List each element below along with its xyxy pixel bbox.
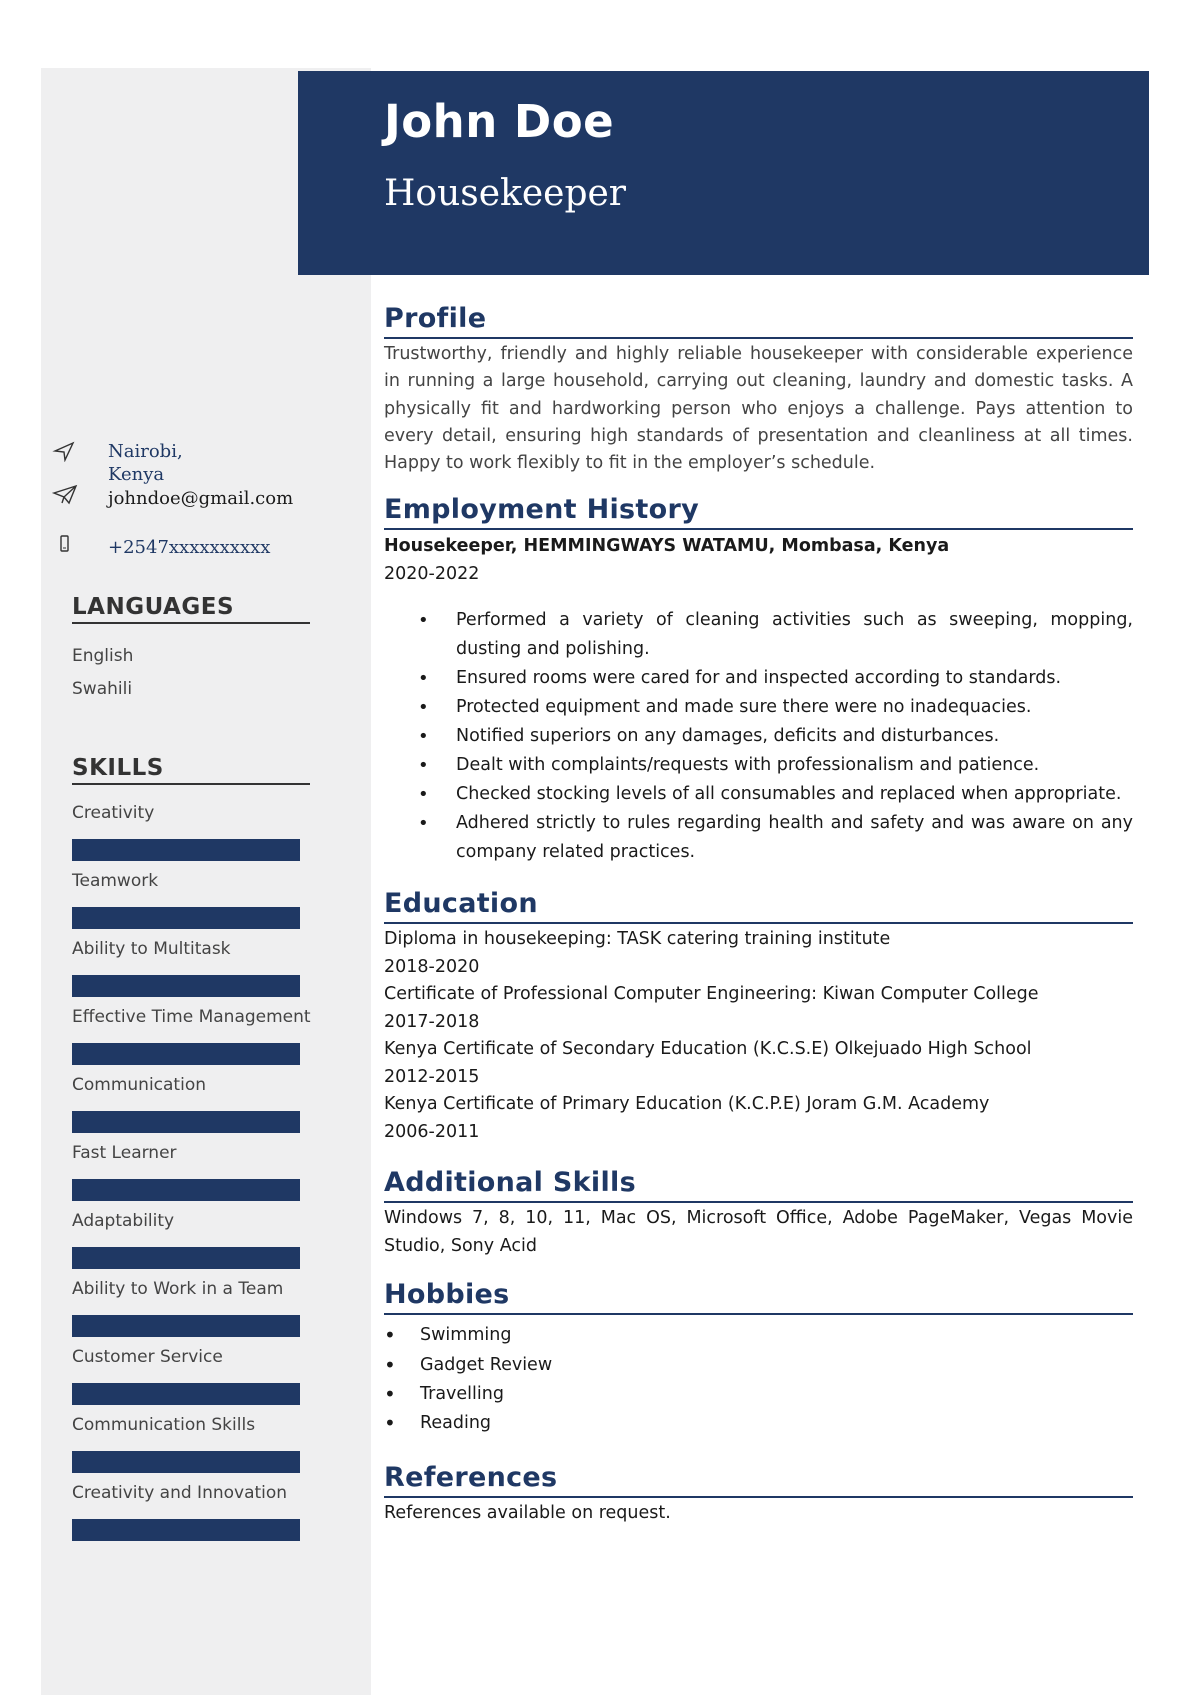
education-entry-dates: 2012-2015	[384, 1066, 480, 1087]
skill-item	[72, 871, 308, 939]
education-entry-title: Certificate of Professional Computer Engineering: Kiwan Computer College	[384, 984, 1039, 1005]
skill-item	[72, 1075, 308, 1143]
list-item: • Notified superiors on any damages, deficits and disturbances.	[456, 722, 1133, 751]
skill-bar	[72, 839, 300, 861]
hobbies-list	[384, 1321, 1133, 1438]
education-entry-title: Kenya Certificate of Secondary Education (K.C.S.E) Olkejuado High School	[384, 1039, 1032, 1060]
skill-bar	[72, 1383, 300, 1405]
references-heading: References	[384, 1461, 1133, 1498]
list-item: • Protected equipment and made sure there were no inadequacies.	[456, 693, 1133, 722]
employment-job-title: Housekeeper, HEMMINGWAYS WATAMU, Mombasa, Kenya	[384, 536, 950, 557]
language-item: English	[72, 646, 134, 666]
skill-item	[72, 1211, 308, 1279]
skill-bar-fill	[72, 975, 300, 997]
location-line-1: Nairobi,	[108, 441, 183, 462]
skill-item	[72, 1279, 308, 1347]
skill-label: Teamwork	[72, 871, 159, 891]
additional-skills-text: Windows 7, 8, 10, 11, Mac OS, Microsoft Office, Adobe PageMaker, Vegas Movie Studio, Sony Acid	[384, 1208, 1133, 1256]
language-item: Swahili	[72, 679, 133, 699]
skill-bar-fill	[72, 1383, 300, 1405]
duties-list	[384, 606, 1133, 867]
languages-heading: LANGUAGES	[72, 594, 310, 624]
list-item: • Performed a variety of cleaning activities such as sweeping, mopping, dusting and polishing.	[456, 606, 1133, 664]
profile-heading: Profile	[384, 302, 1133, 339]
list-item: • Adhered strictly to rules regarding health and safety and was aware on any company related practices.	[456, 809, 1133, 867]
skill-item	[72, 803, 308, 871]
skill-item	[72, 939, 308, 1007]
skill-bar-fill	[72, 1043, 300, 1065]
skill-item	[72, 1415, 308, 1483]
phone-icon	[52, 534, 76, 556]
employment-dates: 2020-2022	[384, 564, 480, 585]
location-icon	[52, 440, 76, 462]
skill-bar-fill	[72, 1111, 300, 1133]
profile-text: Trustworthy, friendly and highly reliable housekeeper with considerable experience in running a large household, carrying out cleaning, laundry and domestic tasks. A physically fit and hardworking person who enjoys a challenge. Pays attention to every detail, ensuring high standards of presentation and cleanliness at all times. Happy to work flexibly to fit in the employer’s schedule.	[384, 344, 1133, 474]
education-entry-title: Kenya Certificate of Primary Education (K.C.P.E) Joram G.M. Academy	[384, 1094, 990, 1115]
location-line-2: Kenya	[108, 464, 165, 485]
list-item: • Ensured rooms were cared for and inspected according to standards.	[456, 664, 1133, 693]
list-item: • Dealt with complaints/requests with professionalism and patience.	[456, 751, 1133, 780]
education-entry-title: Diploma in housekeeping: TASK catering training institute	[384, 929, 891, 950]
education-heading: Education	[384, 887, 1133, 924]
skill-item	[72, 1007, 311, 1075]
candidate-name: John Doe	[384, 95, 615, 148]
skill-bar	[72, 1247, 300, 1269]
education-entry-dates: 2018-2020	[384, 956, 480, 977]
skill-label: Ability to Work in a Team	[72, 1279, 284, 1299]
skill-bar-fill	[72, 1451, 300, 1473]
skill-label: Communication	[72, 1075, 206, 1095]
education-entry-dates: 2017-2018	[384, 1011, 480, 1032]
employment-heading: Employment History	[384, 493, 1133, 530]
skill-item	[72, 1483, 308, 1551]
skill-bar-fill	[72, 907, 300, 929]
skill-label: Communication Skills	[72, 1415, 256, 1435]
skill-bar	[72, 1043, 300, 1065]
skill-bar	[72, 1111, 300, 1133]
skill-label: Adaptability	[72, 1211, 175, 1231]
skill-label: Creativity and Innovation	[72, 1483, 288, 1503]
list-item: • Swimming	[420, 1321, 1133, 1350]
skill-bar	[72, 1179, 300, 1201]
skill-bar	[72, 1451, 300, 1473]
skill-label: Fast Learner	[72, 1143, 177, 1163]
skill-label: Creativity	[72, 803, 155, 823]
header-banner	[298, 71, 1149, 275]
hobbies-heading: Hobbies	[384, 1278, 1133, 1315]
skills-list	[72, 803, 311, 1551]
list-item: • Reading	[420, 1409, 1133, 1438]
phone-number: +2547xxxxxxxxxx	[108, 537, 271, 558]
skill-item	[72, 1347, 308, 1415]
list-item: • Checked stocking levels of all consumables and replaced when appropriate.	[456, 780, 1133, 809]
skill-bar-fill	[72, 1519, 300, 1541]
list-item: • Travelling	[420, 1380, 1133, 1409]
skill-bar	[72, 1315, 300, 1337]
email-icon	[52, 484, 76, 506]
skill-label: Ability to Multitask	[72, 939, 231, 959]
skill-label: Effective Time Management	[72, 1007, 311, 1027]
skill-bar-fill	[72, 1247, 300, 1269]
skill-label: Customer Service	[72, 1347, 223, 1367]
list-item: • Gadget Review	[420, 1351, 1133, 1380]
skill-bar	[72, 907, 300, 929]
email-link[interactable]: johndoe@gmail.com	[108, 488, 294, 509]
skill-bar	[72, 975, 300, 997]
main-content	[384, 302, 1133, 1527]
skill-bar-fill	[72, 1315, 300, 1337]
skill-bar	[72, 1519, 300, 1541]
skill-bar-fill	[72, 1179, 300, 1201]
additional-skills-heading: Additional Skills	[384, 1166, 1133, 1203]
skills-heading: SKILLS	[72, 755, 310, 785]
references-text: References available on request.	[384, 1502, 671, 1523]
job-title: Housekeeper	[384, 173, 627, 214]
education-entry-dates: 2006-2011	[384, 1121, 480, 1142]
skill-item	[72, 1143, 308, 1211]
skill-bar-fill	[72, 839, 300, 861]
